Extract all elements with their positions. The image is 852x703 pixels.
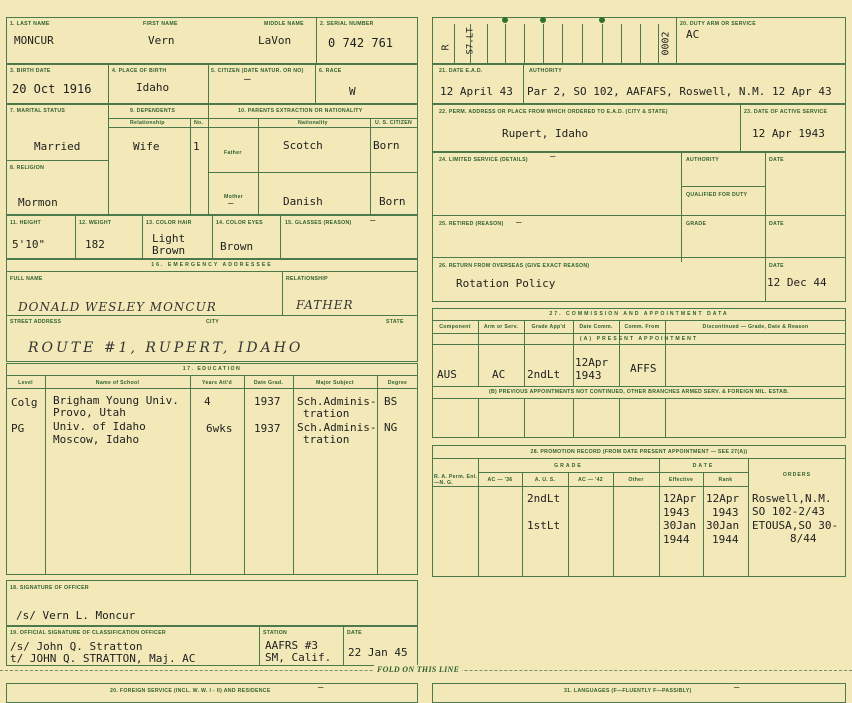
ead-authority-label: AUTHORITY (529, 68, 562, 74)
commission-header-grade: Grade App'd (531, 324, 566, 330)
birth-date-value: 20 Oct 1916 (12, 82, 92, 96)
classification-line2: t/ JOHN Q. STRATTON, Maj. AC (10, 652, 196, 665)
promotion-orders-label: ORDERS (782, 472, 812, 478)
education-row1-school-1: Brigham Young Univ. (53, 394, 179, 407)
overseas-value: Rotation Policy (456, 277, 556, 290)
weight-label: 12. WEIGHT (79, 220, 112, 226)
code-tick (562, 24, 563, 64)
marital-status-value: Married (34, 140, 81, 153)
perm-address-value: Rupert, Idaho (502, 127, 589, 140)
ead-section (432, 64, 846, 104)
education-row2-years: 6wks (206, 422, 233, 435)
languages-value: — (734, 683, 740, 693)
dependents-no-label: No. (194, 120, 204, 126)
race-value: W (349, 85, 356, 98)
promotion-col-effective: Effective (668, 477, 694, 483)
hair-value-2: Brown (152, 244, 186, 257)
promotion-col-aus: A. U. S. (534, 477, 556, 483)
promotion-rank-2: 1943 (712, 506, 739, 519)
promotion-rank-3: 30Jan (706, 519, 740, 532)
code-0002: 0002 (660, 31, 672, 56)
dependents-relationship-label: Relationship (130, 120, 165, 126)
promotion-orders-2: SO 102-2/43 (752, 505, 825, 518)
promotion-rank-4: 1944 (712, 533, 739, 546)
education-row1-level: Colg (11, 396, 38, 409)
commission-header-discontinued: Discontinued — Grade, Date & Reason (702, 324, 809, 330)
retired-label: 25. RETIRED (REASON) (439, 221, 504, 227)
code-dot (502, 17, 508, 23)
present-date-1: 12Apr (575, 356, 609, 369)
promotion-date-label: DATE (692, 463, 715, 469)
education-header-grad: Date Grad. (253, 380, 284, 386)
overseas-date-label: DATE (769, 263, 784, 269)
education-row2-grad: 1937 (254, 422, 281, 435)
promotion-rank-1: 12Apr (706, 492, 740, 505)
previous-appointments-label: (B) PREVIOUS APPOINTMENTS NOT CONTINUED, OTHER BRANCHES ARMED SERV. & FOREIGN MIL. ESTAB. (488, 389, 790, 395)
present-component: AUS (437, 368, 457, 381)
promotion-label: 28. PROMOTION RECORD (FROM DATE PRESENT APPOINTMENT — SEE 27(A)) (530, 449, 748, 455)
overseas-date-value: 12 Dec 44 (767, 276, 827, 289)
father-label: Father (224, 150, 242, 156)
weight-value: 182 (85, 238, 105, 251)
education-header-degree: Degree (387, 380, 408, 386)
dependents-label: 9. DEPENDENTS (130, 108, 176, 114)
mother-dash: — (228, 199, 234, 209)
emergency-fullname-label: FULL NAME (10, 276, 43, 282)
promotion-aus-1: 2ndLt (527, 492, 561, 505)
mother-label: Mother (224, 194, 244, 200)
code-tick (487, 24, 488, 64)
education-row1-years: 4 (204, 395, 211, 408)
foreign-service-label: 20. FOREIGN SERVICE (INCL. W. W. I - II) AND RESIDENCE (110, 688, 271, 694)
last-name-value: MONCUR (14, 34, 54, 47)
code-tick (543, 24, 544, 64)
education-row2-school-2: Moscow, Idaho (53, 433, 140, 446)
retired-grade-label: GRADE (686, 221, 707, 227)
education-label: 17. EDUCATION (182, 366, 242, 372)
promotion-orders-3: ETOUSA,SO 30- (752, 519, 839, 532)
classification-date-label: DATE (347, 630, 362, 636)
commission-header-date: Date Comm. (579, 324, 613, 330)
first-name-value: Vern (148, 34, 175, 47)
retired-date-label: DATE (769, 221, 784, 227)
present-date-2: 1943 (575, 369, 602, 382)
education-row2-major-1: Sch.Adminis- (297, 421, 377, 434)
classification-label: 19. OFFICIAL SIGNATURE OF CLASSIFICATION OFFICER (10, 630, 166, 636)
code-tick (582, 24, 583, 64)
emergency-state-label: STATE (386, 319, 404, 325)
promotion-orders-4: 8/44 (790, 532, 817, 545)
serial-number-value: 0 742 761 (328, 36, 394, 50)
retired-value: — (516, 218, 522, 228)
first-name-label: FIRST NAME (143, 21, 178, 27)
commission-header-from: Comm. From (624, 324, 660, 330)
middle-name-value: LaVon (258, 34, 292, 47)
last-name-label: 1. LAST NAME (10, 21, 50, 27)
emergency-fullname-value: DONALD WESLEY MONCUR (18, 300, 217, 314)
promotion-col-rank: Rank (718, 477, 733, 483)
limited-service-value: — (550, 152, 556, 162)
citizen-value: — (244, 72, 251, 85)
present-arm: AC (492, 368, 506, 381)
foreign-service-value: — (318, 683, 324, 693)
eyes-label: 14. COLOR EYES (216, 220, 263, 226)
mother-citizen-value: Born (379, 195, 406, 208)
middle-name-label: MIDDLE NAME (264, 21, 304, 27)
active-service-label: 23. DATE OF ACTIVE SERVICE (744, 109, 828, 115)
birth-place-label: 4. PLACE OF BIRTH (112, 68, 167, 74)
qualified-label: QUALIFIED FOR DUTY (686, 192, 748, 198)
present-from: AFFS (630, 362, 657, 375)
father-citizen-value: Born (373, 139, 400, 152)
promotion-effective-1: 12Apr (663, 492, 697, 505)
parents-citizen-label: U. S. CITIZEN (375, 120, 413, 126)
duty-arm-value: AC (686, 28, 700, 41)
education-header-major: Major Subject (316, 380, 354, 386)
hair-value-1: Light (152, 232, 186, 245)
emergency-relationship-label: RELATIONSHIP (286, 276, 328, 282)
parents-label: 10. PARENTS EXTRACTION OR NATIONALITY (238, 108, 363, 114)
education-row2-school-1: Univ. of Idaho (53, 420, 146, 433)
ead-date-value: 12 April 43 (440, 85, 513, 98)
education-row1-school-2: Provo, Utah (53, 406, 126, 419)
code-tick (454, 24, 455, 64)
parents-nationality-label: Nationality (298, 120, 328, 126)
codes-section (432, 17, 846, 64)
code-tick (621, 24, 622, 64)
signature-value: /s/ Vern L. Moncur (16, 609, 136, 622)
duty-arm-label: 20. DUTY ARM OR SERVICE (680, 21, 756, 27)
emergency-city-label: CITY (206, 319, 220, 325)
education-row2-level: PG (11, 422, 25, 435)
education-row1-major-1: Sch.Adminis- (297, 395, 377, 408)
height-label: 11. HEIGHT (10, 220, 41, 226)
education-row2-degree: NG (384, 421, 398, 434)
hair-label: 13. COLOR HAIR (146, 220, 192, 226)
commission-header-arm: Arm or Serv. (483, 324, 519, 330)
promotion-col-other: Other (628, 477, 644, 483)
education-header-years: Years Att'd (202, 380, 232, 386)
education-header-level: Level (18, 380, 33, 386)
eyes-value: Brown (220, 240, 254, 253)
code-tick (524, 24, 525, 64)
code-r: R (440, 44, 452, 51)
overseas-label: 26. RETURN FROM OVERSEAS (GIVE EXACT REASON) (439, 263, 590, 269)
religion-value: Mormon (18, 196, 58, 209)
classification-line1: /s/ John Q. Stratton (10, 640, 143, 653)
classification-station-label: STATION (263, 630, 288, 636)
glasses-value: — (370, 216, 376, 226)
classification-station-1: AAFRS #3 (265, 639, 318, 652)
emergency-label: 16. EMERGENCY ADDRESSEE (151, 262, 273, 268)
birth-date-label: 3. BIRTH DATE (10, 68, 51, 74)
classification-station-2: SM, Calif. (265, 651, 332, 664)
race-label: 6. RACE (319, 68, 342, 74)
promotion-effective-2: 1943 (663, 506, 690, 519)
active-service-value: 12 Apr 1943 (752, 127, 825, 140)
present-appointment-label: (A) PRESENT APPOINTMENT (579, 336, 699, 342)
emergency-street-label: STREET ADDRESS (10, 319, 62, 325)
emergency-address-value: ROUTE #1, RUPERT, IDAHO (28, 340, 304, 356)
commission-label: 27. COMMISSION AND APPOINTMENT DATA (549, 311, 729, 317)
ead-date-label: 21. DATE E.A.D. (439, 68, 483, 74)
promotion-col-ac36: AC — '36 (487, 477, 513, 483)
promotion-col-ac42: AC — '42 (578, 477, 603, 483)
code-tick (658, 24, 659, 64)
religion-label: 8. RELIGION (10, 165, 45, 171)
dependents-relationship-value: Wife (133, 140, 160, 153)
education-row2-major-2: tration (303, 433, 350, 446)
promotion-orders-1: Roswell,N.M. (752, 492, 832, 505)
code-tick (602, 24, 603, 64)
classification-date: 22 Jan 45 (348, 646, 408, 659)
dependents-number-value: 1 (193, 140, 200, 153)
limited-service-label: 24. LIMITED SERVICE (DETAILS) (439, 157, 528, 163)
promotion-aus-2: 1stLt (527, 519, 561, 532)
father-nationality-value: Scotch (283, 139, 323, 152)
code-tick (505, 24, 506, 64)
marital-status-label: 7. MARITAL STATUS (10, 108, 66, 114)
promotion-grade-label: GRADE (554, 463, 583, 469)
code-dot (540, 17, 546, 23)
mother-nationality-value: Danish (283, 195, 323, 208)
citizen-label: 5. CITIZEN (DATE NATUR. OR NO) (211, 68, 304, 74)
commission-header-component: Component (439, 324, 471, 330)
promotion-effective-4: 1944 (663, 533, 690, 546)
promotion-effective-3: 30Jan (663, 519, 697, 532)
serial-number-label: 2. SERIAL NUMBER (320, 21, 374, 27)
education-header-school: Name of School (95, 380, 140, 386)
present-grade: 2ndLt (527, 368, 561, 381)
height-value: 5'10" (12, 238, 46, 251)
fold-line-text: FOLD ON THIS LINE (374, 665, 462, 674)
promotion-col-ra: R. A. Perm. Enl.—N. G. (434, 474, 478, 486)
glasses-label: 15. GLASSES (REASON) (285, 220, 352, 226)
birth-place-value: Idaho (136, 81, 170, 94)
education-row1-degree: BS (384, 395, 398, 408)
limited-authority-label: AUTHORITY (686, 157, 719, 163)
languages-label: 31. LANGUAGES (F—FLUENTLY F—PASSIBLY) (564, 688, 692, 694)
emergency-relationship-value: FATHER (296, 298, 354, 312)
limited-date-label: DATE (769, 157, 784, 163)
ead-authority-value: Par 2, SO 102, AAFAFS, Roswell, N.M. 12 Apr 43 (527, 85, 832, 98)
code-tick (640, 24, 641, 64)
perm-address-label: 22. PERM. ADDRESS OR PLACE FROM WHICH ORDERED TO E.A.D. (CITY & STATE) (439, 109, 668, 115)
signature-label: 18. SIGNATURE OF OFFICER (10, 585, 89, 591)
education-row1-major-2: tration (303, 407, 350, 420)
code-lt: S7.LT (465, 27, 476, 55)
code-dot (599, 17, 605, 23)
education-row1-grad: 1937 (254, 395, 281, 408)
